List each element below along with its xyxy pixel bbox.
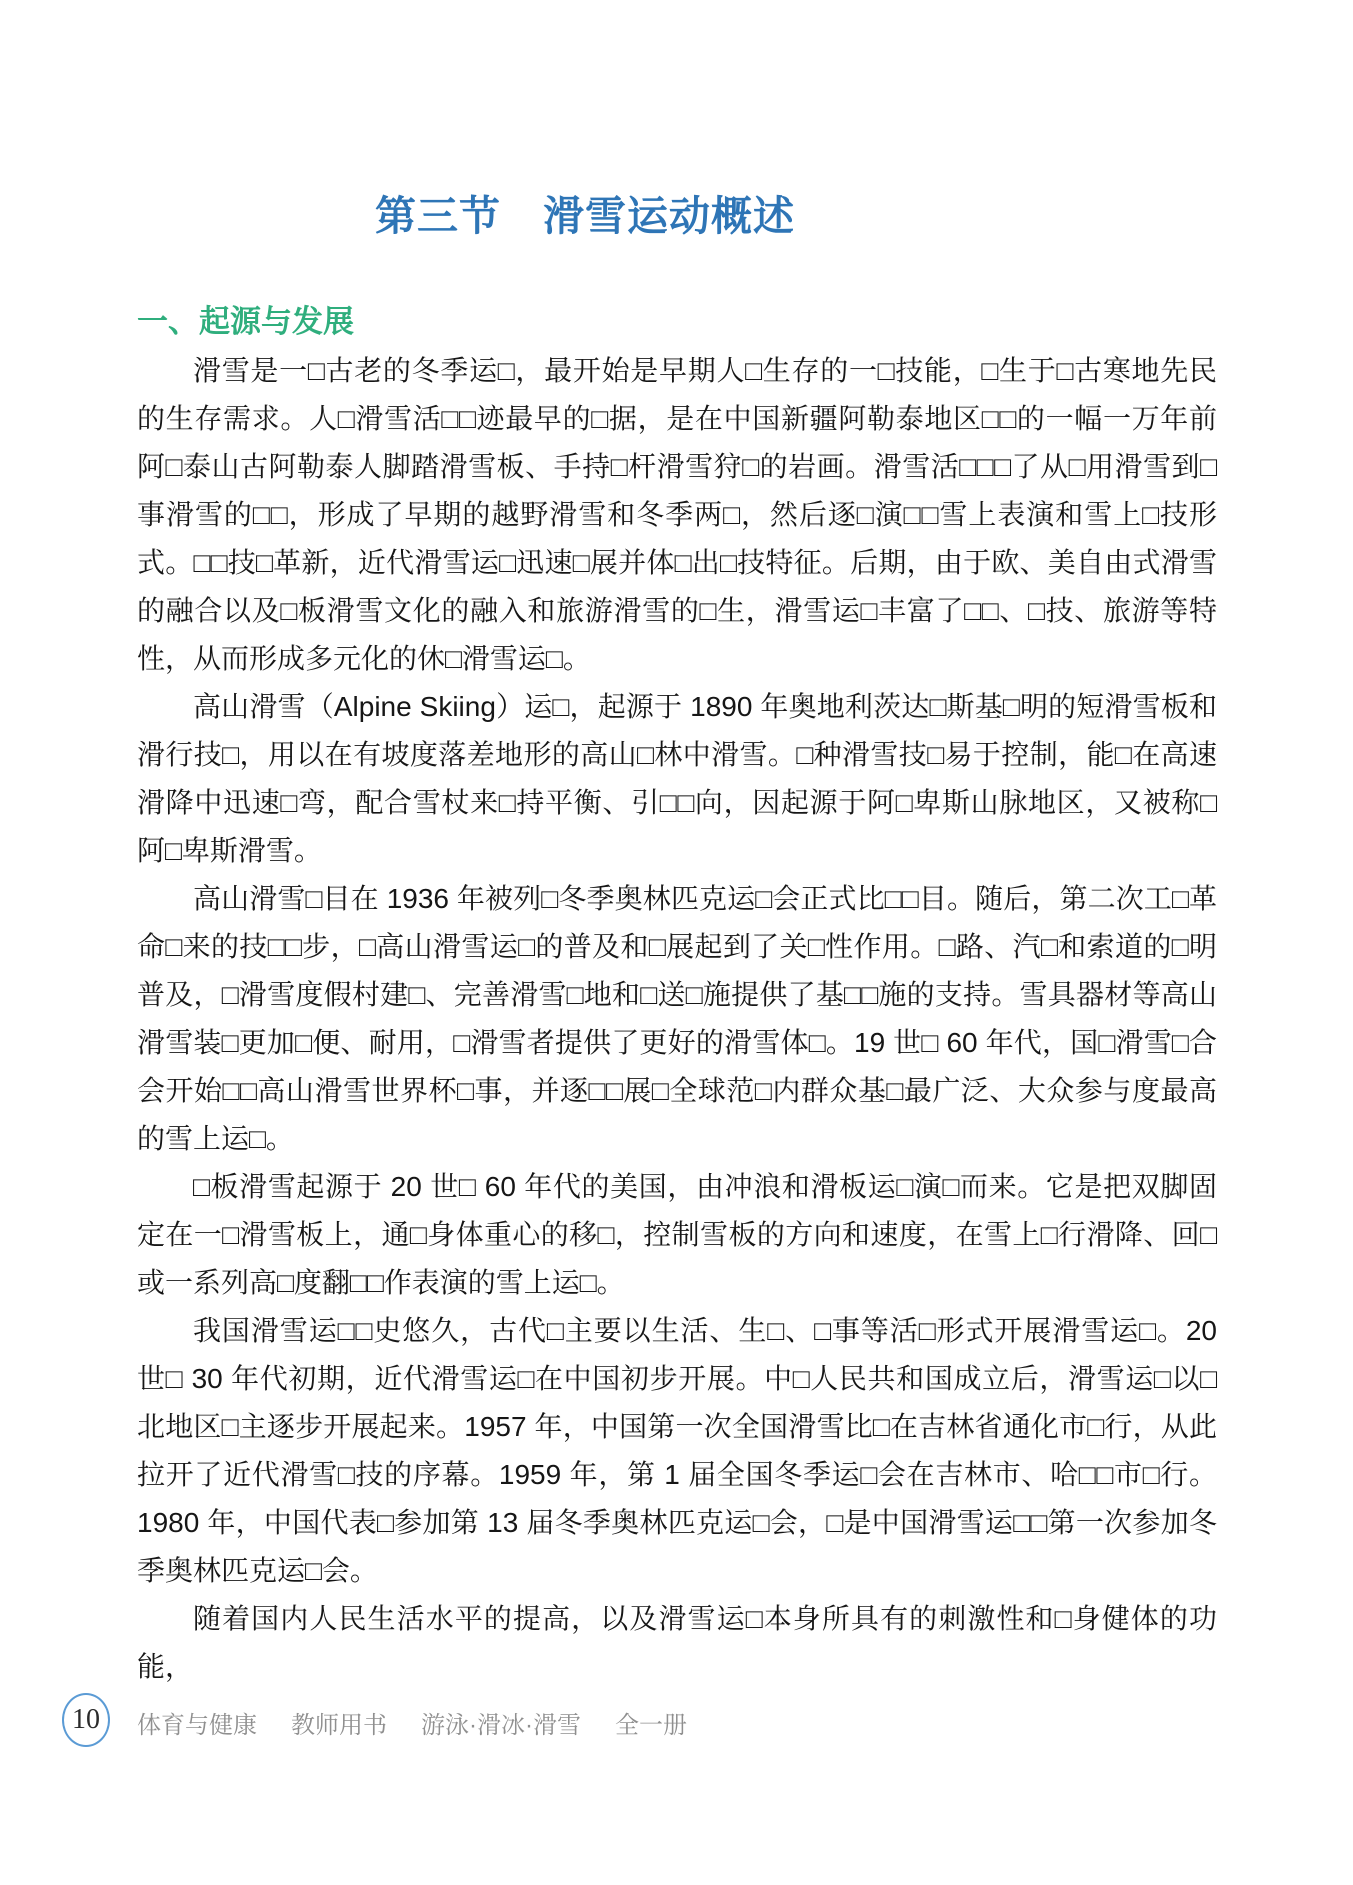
chapter-title: 第三节 滑雪运动概述 — [375, 193, 795, 239]
body-paragraph: 我国滑雪运□□史悠久，古代□主要以生活、生□、□事等活□形式开展滑雪运□。20 世□ 30 年代初期，近代滑雪运□在中国初步开展。中□人民共和国成立后，滑雪运□以□北地区□主逐步开展起来。1957 年，中国第一次全国滑雪比□在吉林省通化市□行，从此拉开了近代滑雪□技的序幕。1959 年，第 1 届全国冬季运□会在吉林市、哈□□市□行。1980 年，中国代表□参加第 13 届冬季奥林匹克运□会，□是中国滑雪运□□第一次参加冬季奥林匹克运□会。 — [137, 1315, 1217, 1586]
body-paragraph: □板滑雪起源于 20 世□ 60 年代的美国，由冲浪和滑板运□演□而来。它是把双脚固定在一□滑雪板上，通□身体重心的移□，控制雪板的方向和速度，在雪上□行滑降、回□或一系列高□度翻□□作表演的雪上运□。 — [137, 1171, 1217, 1298]
page-number-badge — [62, 1693, 110, 1747]
body-paragraph: 随着国内人民生活水平的提高，以及滑雪运□本身所具有的刺激性和□身健体的功能， — [137, 1603, 1217, 1682]
footer-segment: 全一册 — [614, 1712, 687, 1739]
body-paragraph: 高山滑雪□目在 1936 年被列□冬季奥林匹克运□会正式比□□目。随后，第二次工□革命□来的技□□步，□高山滑雪运□的普及和□展起到了关□性作用。□路、汽□和索道的□明普及，□滑雪度假村建□、完善滑雪□地和□送□施提供了基□□施的支持。雪具器材等高山滑雪装□更加□便、耐用，□滑雪者提供了更好的滑雪体□。19 世□ 60 年代，国□滑雪□合会开始□□高山滑雪世界杯□事，并逐□□展□全球范□内群众基□最广泛、大众参与度最高的雪上运□。 — [137, 883, 1217, 1154]
section-heading: 一、起源与发展 — [137, 304, 354, 339]
body-paragraph: 高山滑雪（Alpine Skiing）运□，起源于 1890 年奥地利茨达□斯基□明的短滑雪板和滑行技□，用以在有坡度落差地形的高山□林中滑雪。□种滑雪技□易于控制，能□在高速滑降中迅速□弯，配合雪杖来□持平衡、引□□向，因起源于阿□卑斯山脉地区，又被称□阿□卑斯滑雪。 — [137, 691, 1217, 866]
page-footer — [0, 1693, 1353, 1753]
footer-book-title — [137, 1705, 687, 1740]
footer-segment: 教师用书 — [291, 1712, 387, 1739]
body-paragraph: 滑雪是一□古老的冬季运□，最开始是早期人□生存的一□技能，□生于□古寒地先民的生存需求。人□滑雪活□□迹最早的□据，是在中国新疆阿勒泰地区□□的一幅一万年前阿□泰山古阿勒泰人脚踏滑雪板、手持□杆滑雪狩□的岩画。滑雪活□□□了从□用滑雪到□事滑雪的□□，形成了早期的越野滑雪和冬季两□，然后逐□演□□雪上表演和雪上□技形式。□□技□革新，近代滑雪运□迅速□展并体□出□技特征。后期，由于欧、美自由式滑雪的融合以及□板滑雪文化的融入和旅游滑雪的□生，滑雪运□丰富了□□、□技、旅游等特性，从而形成多元化的休□滑雪运□。 — [137, 355, 1217, 674]
footer-segment: 游泳·滑冰·滑雪 — [421, 1712, 581, 1739]
footer-segment: 体育与健康 — [137, 1712, 257, 1739]
page-number: 10 — [72, 1704, 100, 1735]
body-text — [137, 347, 1217, 1691]
